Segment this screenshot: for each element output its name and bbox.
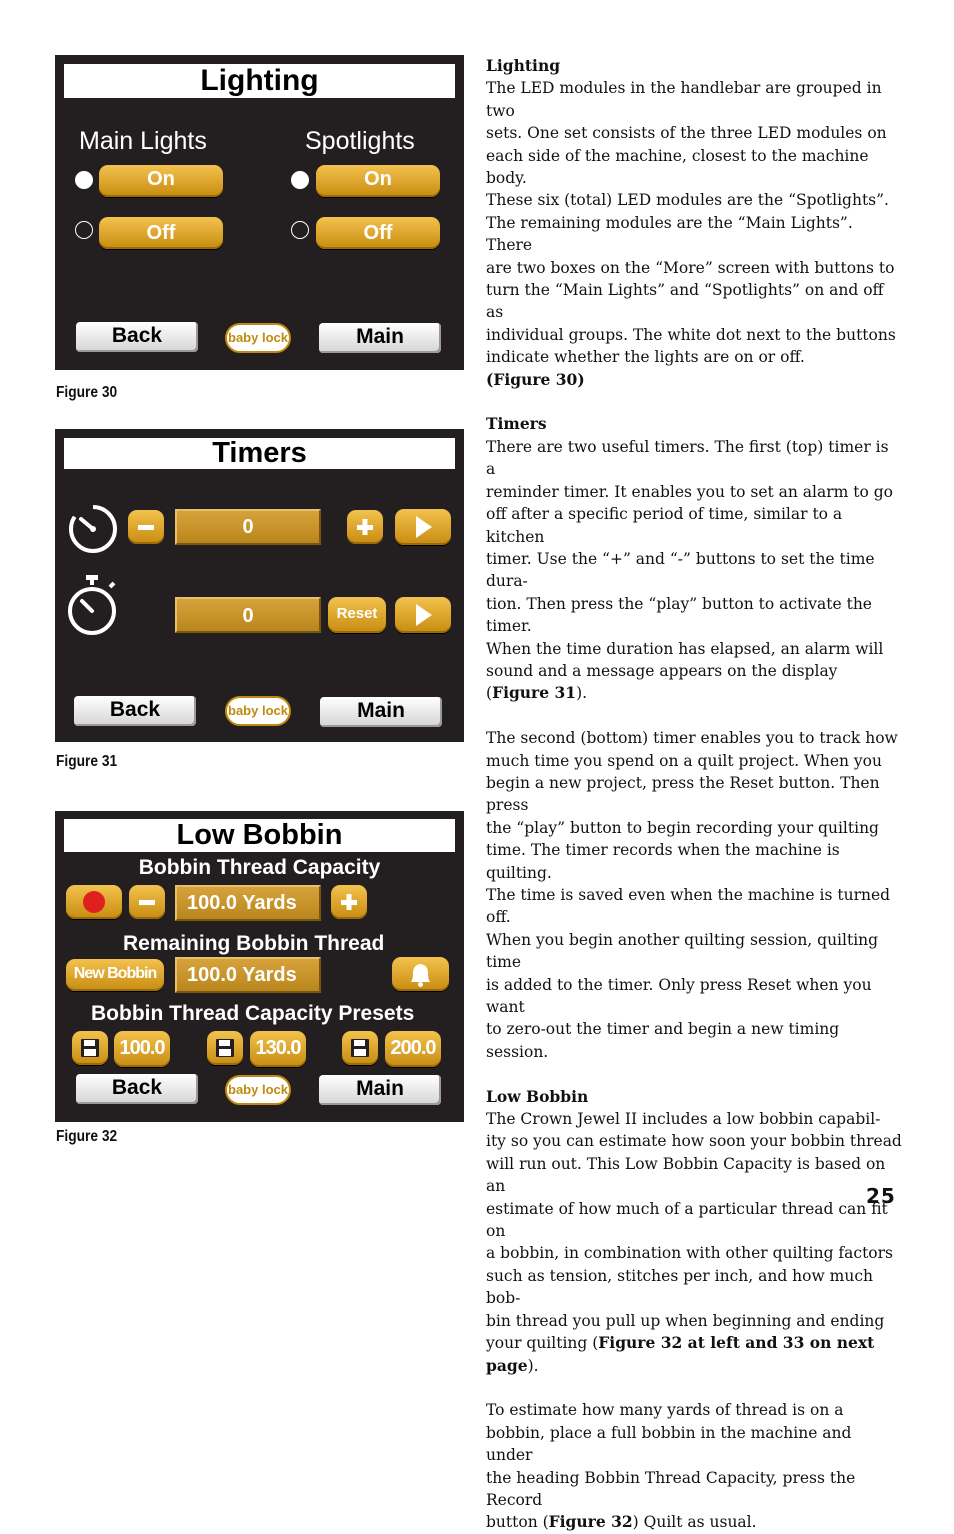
timer1-value-field: 0	[175, 509, 321, 545]
text-line: off after a specific period of time, similar to a kitchen	[486, 505, 843, 546]
preset2-button[interactable]: 130.0	[250, 1031, 306, 1067]
new-bobbin-button[interactable]: New Bobbin	[66, 959, 164, 991]
text-line: each side of the machine, closest to the machine body.	[486, 146, 869, 188]
lighting-screen	[55, 55, 464, 370]
spotlights-off-button[interactable]: Off	[316, 217, 440, 249]
alarm-button[interactable]	[392, 957, 449, 991]
record-button[interactable]	[66, 885, 122, 919]
bobbin-paragraph	[486, 1108, 902, 1332]
stopwatch-icon	[66, 573, 120, 639]
preset1-save-button[interactable]	[72, 1031, 108, 1065]
estimate-last-pre: button (	[486, 1513, 549, 1532]
alarm-clock-icon	[67, 503, 119, 555]
bell-icon	[392, 957, 449, 991]
text-line: The remaining modules are the “Main Lights”. There	[486, 213, 853, 255]
text-line: the heading Bobbin Thread Capacity, press the Record	[486, 1468, 856, 1509]
text-line: are two boxes on the “More” screen with buttons to	[486, 258, 895, 277]
timers2-paragraph	[486, 727, 902, 1063]
timers-paragraph	[486, 436, 902, 682]
text-line: The time is saved even when the machine is turned off.	[486, 886, 891, 927]
page-number: 25	[866, 1184, 896, 1208]
timers-figure-ref-line	[486, 682, 902, 704]
back-button[interactable]: Back	[76, 322, 198, 352]
presets-heading: Bobbin Thread Capacity Presets	[91, 1002, 415, 1025]
text-line: To estimate how many yards of thread is on a	[486, 1401, 844, 1420]
baby-lock-logo: baby lock	[225, 1075, 291, 1105]
text-line: time. The timer records when the machine is quilting.	[486, 841, 840, 882]
text-line: the “play” button to begin recording your quilting	[486, 818, 879, 837]
timer1-minus-button[interactable]	[128, 510, 164, 544]
bobbin-last-post: ).	[527, 1356, 539, 1375]
preset1-button[interactable]: 100.0	[114, 1031, 170, 1067]
text-line: indicate whether the lights are on or off.	[486, 348, 805, 367]
floppy-disk-icon	[207, 1031, 243, 1065]
body-text-column	[486, 55, 902, 1534]
preset3-button[interactable]: 200.0	[385, 1031, 441, 1067]
timer1-play-button[interactable]	[395, 509, 451, 545]
timer2-value-field: 0	[175, 597, 321, 633]
record-icon	[66, 885, 122, 919]
plus-icon	[331, 885, 367, 919]
capacity-value-field: 100.0 Yards	[175, 885, 321, 921]
paren-close: ).	[576, 684, 588, 703]
floppy-disk-icon	[342, 1031, 378, 1065]
timers-figure-ref: Figure 31	[492, 683, 577, 703]
timers-screen	[55, 429, 464, 742]
timers-title: Timers	[64, 438, 455, 469]
text-line: ity so you can estimate how soon your bobbin thread	[486, 1132, 902, 1151]
text-line: The Crown Jewel II includes a low bobbin capabil-	[486, 1110, 881, 1129]
timer1-plus-button[interactable]	[347, 510, 383, 544]
lighting-title: Lighting	[64, 64, 455, 98]
low-bobbin-screen	[55, 811, 464, 1122]
minus-icon	[128, 510, 164, 544]
text-line: These six (total) LED modules are the “Spotlights”.	[486, 191, 889, 210]
text-line: estimate of how much of a particular thread can fit on	[486, 1199, 888, 1241]
preset2-save-button[interactable]	[207, 1031, 243, 1065]
minus-icon	[129, 885, 165, 919]
low-bobbin-title: Low Bobbin	[64, 819, 455, 852]
text-line: The LED modules in the handlebar are grouped in two	[486, 79, 882, 120]
figure-30-caption: Figure 30	[56, 384, 118, 401]
text-line: much time you spend on a quilt project. When you	[486, 751, 882, 770]
paren-open: (	[486, 684, 493, 703]
baby-lock-logo: baby lock	[225, 323, 291, 353]
back-button[interactable]: Back	[74, 696, 196, 726]
text-line: such as tension, stitches per inch, and how much bob-	[486, 1266, 874, 1308]
main-lights-on-button[interactable]: On	[99, 165, 223, 197]
main-lights-label: Main Lights	[79, 127, 207, 155]
timer2-play-button[interactable]	[395, 597, 451, 633]
floppy-disk-icon	[72, 1031, 108, 1065]
text-line: bobbin, place a full bobbin in the machine and under	[486, 1423, 852, 1465]
text-line: There are two useful timers. The first (top) timer is a	[486, 437, 889, 479]
text-line: sound and a message appears on the display	[486, 661, 838, 680]
estimate-figure-ref: Figure 32	[548, 1512, 633, 1532]
spotlights-on-button[interactable]: On	[316, 165, 440, 197]
baby-lock-logo: baby lock	[225, 696, 291, 726]
lighting-figure-ref: (Figure 30)	[486, 369, 585, 389]
estimate-paragraph	[486, 1399, 902, 1511]
spotlights-label: Spotlights	[305, 127, 415, 155]
text-line: is added to the timer. Only press Reset when you want	[486, 975, 872, 1017]
main-lights-off-indicator	[75, 221, 93, 239]
play-icon	[395, 597, 451, 633]
timer2-reset-button[interactable]: Reset	[328, 597, 386, 633]
text-line: turn the “Main Lights” and “Spotlights” on and off as	[486, 281, 884, 322]
main-button[interactable]: Main	[320, 697, 442, 727]
bobbin-last-pre: your quilting (	[486, 1334, 599, 1353]
main-button[interactable]: Main	[319, 1075, 441, 1105]
plus-icon	[347, 510, 383, 544]
capacity-plus-button[interactable]	[331, 885, 367, 919]
main-button[interactable]: Main	[319, 323, 441, 353]
lighting-paragraph	[486, 77, 902, 368]
spotlights-on-indicator	[291, 171, 309, 189]
text-line: reminder timer. It enables you to set an alarm to go	[486, 482, 894, 501]
lighting-heading: Lighting	[486, 56, 561, 75]
back-button[interactable]: Back	[76, 1074, 198, 1104]
remaining-heading: Remaining Bobbin Thread	[123, 932, 385, 955]
figure-31-caption: Figure 31	[56, 753, 118, 770]
text-line: begin a new project, press the Reset button. Then press	[486, 773, 880, 815]
bobbin-last-line	[486, 1332, 902, 1377]
text-line: When you begin another quilting session, quilting time	[486, 930, 879, 972]
text-line: tion. Then press the “play” button to activate the timer.	[486, 594, 872, 636]
capacity-heading: Bobbin Thread Capacity	[138, 856, 381, 879]
preset3-save-button[interactable]	[342, 1031, 378, 1065]
text-line: sets. One set consists of the three LED modules on	[486, 124, 887, 143]
spotlights-off-indicator	[291, 221, 309, 239]
bobbin-heading: Low Bobbin	[486, 1086, 589, 1106]
capacity-minus-button[interactable]	[129, 885, 165, 919]
estimate-last-line	[486, 1511, 902, 1533]
text-line: When the time duration has elapsed, an alarm will	[486, 639, 884, 658]
text-line: bin thread you pull up when beginning and ending	[486, 1311, 885, 1330]
estimate-last-post: ) Quilt as usual.	[632, 1513, 757, 1532]
timers-heading: Timers	[486, 414, 547, 434]
play-icon	[395, 509, 451, 545]
text-line: The second (bottom) timer enables you to track how	[486, 729, 898, 748]
main-lights-on-indicator	[75, 171, 93, 189]
text-line: timer. Use the “+” and “-” buttons to set the time dura-	[486, 549, 875, 591]
figure-32-caption: Figure 32	[56, 1128, 118, 1145]
text-line: individual groups. The white dot next to the buttons	[486, 325, 896, 344]
text-line: a bobbin, in combination with other quilting factors	[486, 1244, 894, 1263]
text-line: will run out. This Low Bobbin Capacity is based on an	[486, 1154, 886, 1196]
main-lights-off-button[interactable]: Off	[99, 217, 223, 249]
text-line: to zero-out the timer and begin a new timing session.	[486, 1020, 840, 1061]
bobbin-figure-ref: Figure 32 at left and 33 on next page	[486, 1333, 875, 1375]
remaining-value-field: 100.0 Yards	[175, 957, 321, 993]
